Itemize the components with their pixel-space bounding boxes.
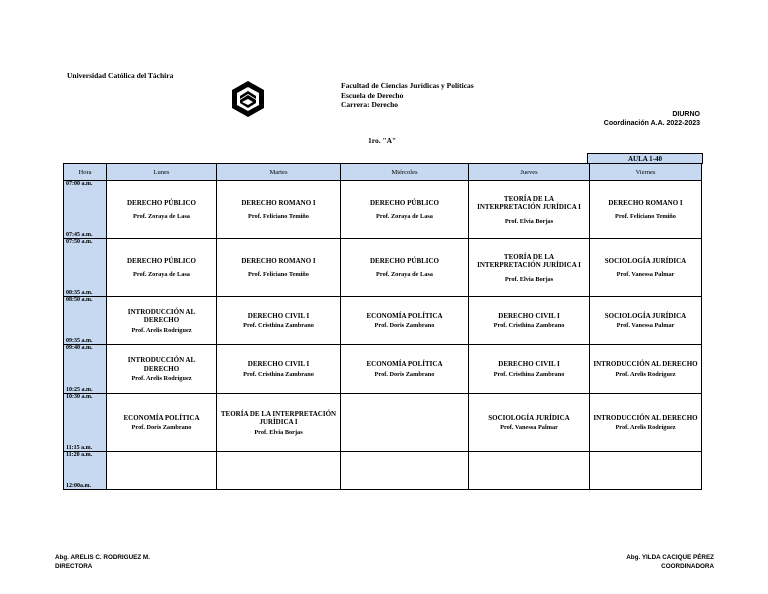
subject-name: SOCIOLOGÍA JURÍDICA [604, 256, 687, 265]
subject-name: DERECHO PÚBLICO [369, 198, 440, 207]
class-cell-content [217, 394, 340, 451]
professor-name: Prof. Cristhina Zambrano [243, 370, 314, 378]
professor-name: Prof. Vanessa Palmar [500, 424, 558, 432]
professor-name: Prof. Cristhina Zambrano [493, 322, 565, 330]
class-cell [590, 297, 702, 345]
class-cell [107, 394, 217, 452]
column-header: Martes [217, 164, 341, 181]
time-cell [64, 181, 107, 239]
professor-name: Prof. Doris Zambrano [131, 424, 192, 432]
professor-name: Prof. Feliciano Temiño [248, 213, 309, 221]
class-cell-content [469, 394, 589, 451]
time-start: 08:50 a.m. [66, 297, 93, 303]
shift-block [604, 110, 700, 128]
class-cell-content [469, 181, 589, 238]
class-cell [341, 345, 469, 394]
table-row [64, 394, 702, 452]
subject-name: INTRODUCCIÓN AL DERECHO [127, 307, 196, 324]
subject-name: DERECHO ROMANO I [608, 198, 683, 207]
schedule-table [63, 163, 702, 490]
time-cell [64, 394, 107, 452]
class-cell-content [107, 452, 216, 489]
director-name: Abg. ARELIS C. RODRIGUEZ M. [55, 554, 150, 561]
class-cell [217, 297, 341, 345]
subject-name: INTRODUCCIÓN AL DERECHO [127, 356, 196, 373]
professor-name: Prof. Feliciano Temiño [615, 213, 676, 221]
column-header: Lunes [107, 164, 217, 181]
class-cell-content [341, 394, 468, 451]
professor-name: Prof. Doris Zambrano [374, 370, 435, 378]
class-cell-content [107, 297, 216, 344]
subject-name: TEORÍA DE LA INTERPRETACIÓN JURÍDICA I [477, 194, 581, 211]
class-cell [590, 181, 702, 239]
subject-name: TEORÍA DE LA INTERPRETACIÓN JURÍDICA I [220, 409, 337, 426]
time-start: 07:50 a.m. [66, 239, 93, 245]
shift-label: DIURNO [672, 111, 700, 118]
time-start: 11:20 a.m. [66, 452, 93, 458]
time-start: 10:30 a.m. [66, 394, 93, 400]
time-start: 07:00 a.m. [66, 181, 93, 187]
class-cell [341, 181, 469, 239]
professor-name: Prof. Zoraya de Lasa [376, 271, 433, 279]
aula-label: AULA 1-40 [587, 153, 703, 164]
career-name: Carrera: Derecho [341, 100, 398, 109]
column-header: Miércoles [341, 164, 469, 181]
professor-name: Prof. Elvia Borjas [504, 217, 554, 225]
university-logo-icon [230, 80, 266, 118]
subject-name: INTRODUCCIÓN AL DERECHO [593, 413, 698, 422]
class-cell [107, 181, 217, 239]
class-cell [469, 345, 590, 394]
class-cell-content [590, 452, 701, 489]
professor-name: Prof. Doris Zambrano [374, 322, 435, 330]
subject-name: DERECHO CIVIL I [498, 360, 560, 369]
class-cell [107, 452, 217, 490]
table-row [64, 345, 702, 394]
class-cell-content [590, 394, 701, 451]
class-cell [590, 452, 702, 490]
class-cell-content [217, 345, 340, 393]
class-cell [217, 345, 341, 394]
time-end: 10:25 a.m. [66, 387, 93, 393]
class-cell [217, 394, 341, 452]
faculty-block [341, 81, 474, 110]
class-cell-content [341, 181, 468, 238]
class-cell [590, 345, 702, 394]
subject-name: DERECHO ROMANO I [241, 256, 316, 265]
class-cell [341, 239, 469, 297]
subject-name: ECONOMÍA POLÍTICA [366, 311, 443, 320]
class-cell [469, 452, 590, 490]
subject-name: SOCIOLOGÍA JURÍDICA [488, 413, 570, 422]
class-cell-content [590, 297, 701, 344]
time-cell [64, 239, 107, 297]
class-cell [590, 239, 702, 297]
class-cell [469, 239, 590, 297]
professor-name: Prof. Vanessa Palmar [616, 322, 675, 330]
class-cell-content [590, 239, 701, 296]
class-cell [341, 297, 469, 345]
class-cell-content [590, 345, 701, 393]
class-cell-content [469, 452, 589, 489]
class-cell-content [341, 345, 468, 393]
time-cell [64, 452, 107, 490]
class-cell [107, 297, 217, 345]
time-end: 12:00a.m. [66, 483, 91, 489]
class-cell [469, 394, 590, 452]
subject-name: ECONOMÍA POLÍTICA [123, 413, 200, 422]
time-cell [64, 345, 107, 394]
professor-name: Prof. Zoraya de Lasa [376, 213, 433, 221]
column-header: Jueves [469, 164, 590, 181]
subject-name: DERECHO PÚBLICO [126, 256, 197, 265]
class-cell [217, 239, 341, 297]
time-cell [64, 297, 107, 345]
column-header: Viernes [590, 164, 702, 181]
director-signature [55, 554, 150, 571]
faculty-name: Facultad de Ciencias Jurídicas y Políticas [341, 81, 474, 90]
professor-name: Prof. Elvia Borjas [504, 275, 554, 283]
class-cell-content [107, 239, 216, 296]
class-cell-content [341, 297, 468, 344]
class-cell-content [341, 452, 468, 489]
coordinator-name: Abg. YILDA CACIQUE PÉREZ [626, 554, 714, 561]
school-name: Escuela de Derecho [341, 90, 404, 100]
professor-name: Prof. Zoraya de Lasa [133, 213, 190, 221]
coordinator-title: COORDINADORA [661, 562, 714, 570]
subject-name: TEORÍA DE LA INTERPRETACIÓN JURÍDICA I [477, 252, 581, 269]
class-cell-content [107, 394, 216, 451]
class-cell-content [469, 297, 589, 344]
professor-name: Prof. Vanessa Palmar [616, 271, 675, 279]
professor-name: Prof. Cristhina Zambrano [243, 322, 314, 330]
subject-name: DERECHO PÚBLICO [369, 256, 440, 265]
class-cell-content [341, 239, 468, 296]
class-cell-content [217, 181, 340, 238]
table-header-row [64, 164, 702, 181]
subject-name: SOCIOLOGÍA JURÍDICA [604, 311, 687, 320]
class-cell [590, 394, 702, 452]
class-cell-content [217, 297, 340, 344]
class-cell [469, 181, 590, 239]
class-cell-content [107, 181, 216, 238]
class-cell-content [469, 345, 589, 393]
subject-name: INTRODUCCIÓN AL DERECHO [593, 360, 698, 369]
professor-name: Prof. Zoraya de Lasa [133, 271, 190, 279]
coordinator-signature [626, 554, 714, 571]
class-cell-content [107, 345, 216, 393]
time-end: 11:15 a.m. [66, 445, 93, 451]
subject-name: DERECHO ROMANO I [241, 198, 316, 207]
university-name: Universidad Católica del Táchira [67, 71, 174, 80]
class-cell-content [590, 181, 701, 238]
class-cell [469, 297, 590, 345]
subject-name: DERECHO PÚBLICO [126, 198, 197, 207]
class-cell [341, 452, 469, 490]
class-cell [107, 345, 217, 394]
subject-name: ECONOMÍA POLÍTICA [366, 360, 443, 369]
professor-name: Prof. Elvia Borjas [254, 428, 303, 436]
professor-name: Prof. Arelis Rodríguez [131, 375, 192, 382]
class-cell [217, 181, 341, 239]
coordination-label: Coordinación A.A. 2022-2023 [603, 120, 700, 127]
time-start: 09:40 a.m. [66, 345, 93, 351]
column-header: Hora [64, 164, 107, 181]
class-cell [217, 452, 341, 490]
time-end: 07:45 a.m. [66, 232, 93, 238]
director-title: DIRECTORA [55, 562, 93, 570]
time-end: 08:35 a.m. [66, 290, 93, 296]
class-cell-content [469, 239, 589, 296]
professor-name: Prof. Cristhina Zambrano [493, 370, 565, 378]
table-row [64, 239, 702, 297]
table-row [64, 181, 702, 239]
group-label: 1ro. "A" [368, 136, 397, 145]
table-row [64, 297, 702, 345]
professor-name: Prof. Arelis Rodríguez [615, 424, 676, 432]
class-cell-content [217, 452, 340, 489]
class-cell [107, 239, 217, 297]
professor-name: Prof. Arelis Rodríguez [131, 326, 192, 334]
subject-name: DERECHO CIVIL I [247, 311, 310, 320]
class-cell [341, 394, 469, 452]
professor-name: Prof. Feliciano Temiño [248, 271, 309, 279]
time-end: 09:35 a.m. [66, 338, 93, 344]
table-row [64, 452, 702, 490]
subject-name: DERECHO CIVIL I [247, 360, 310, 369]
class-cell-content [217, 239, 340, 296]
subject-name: DERECHO CIVIL I [498, 311, 560, 320]
professor-name: Prof. Arelis Rodríguez [615, 370, 676, 378]
